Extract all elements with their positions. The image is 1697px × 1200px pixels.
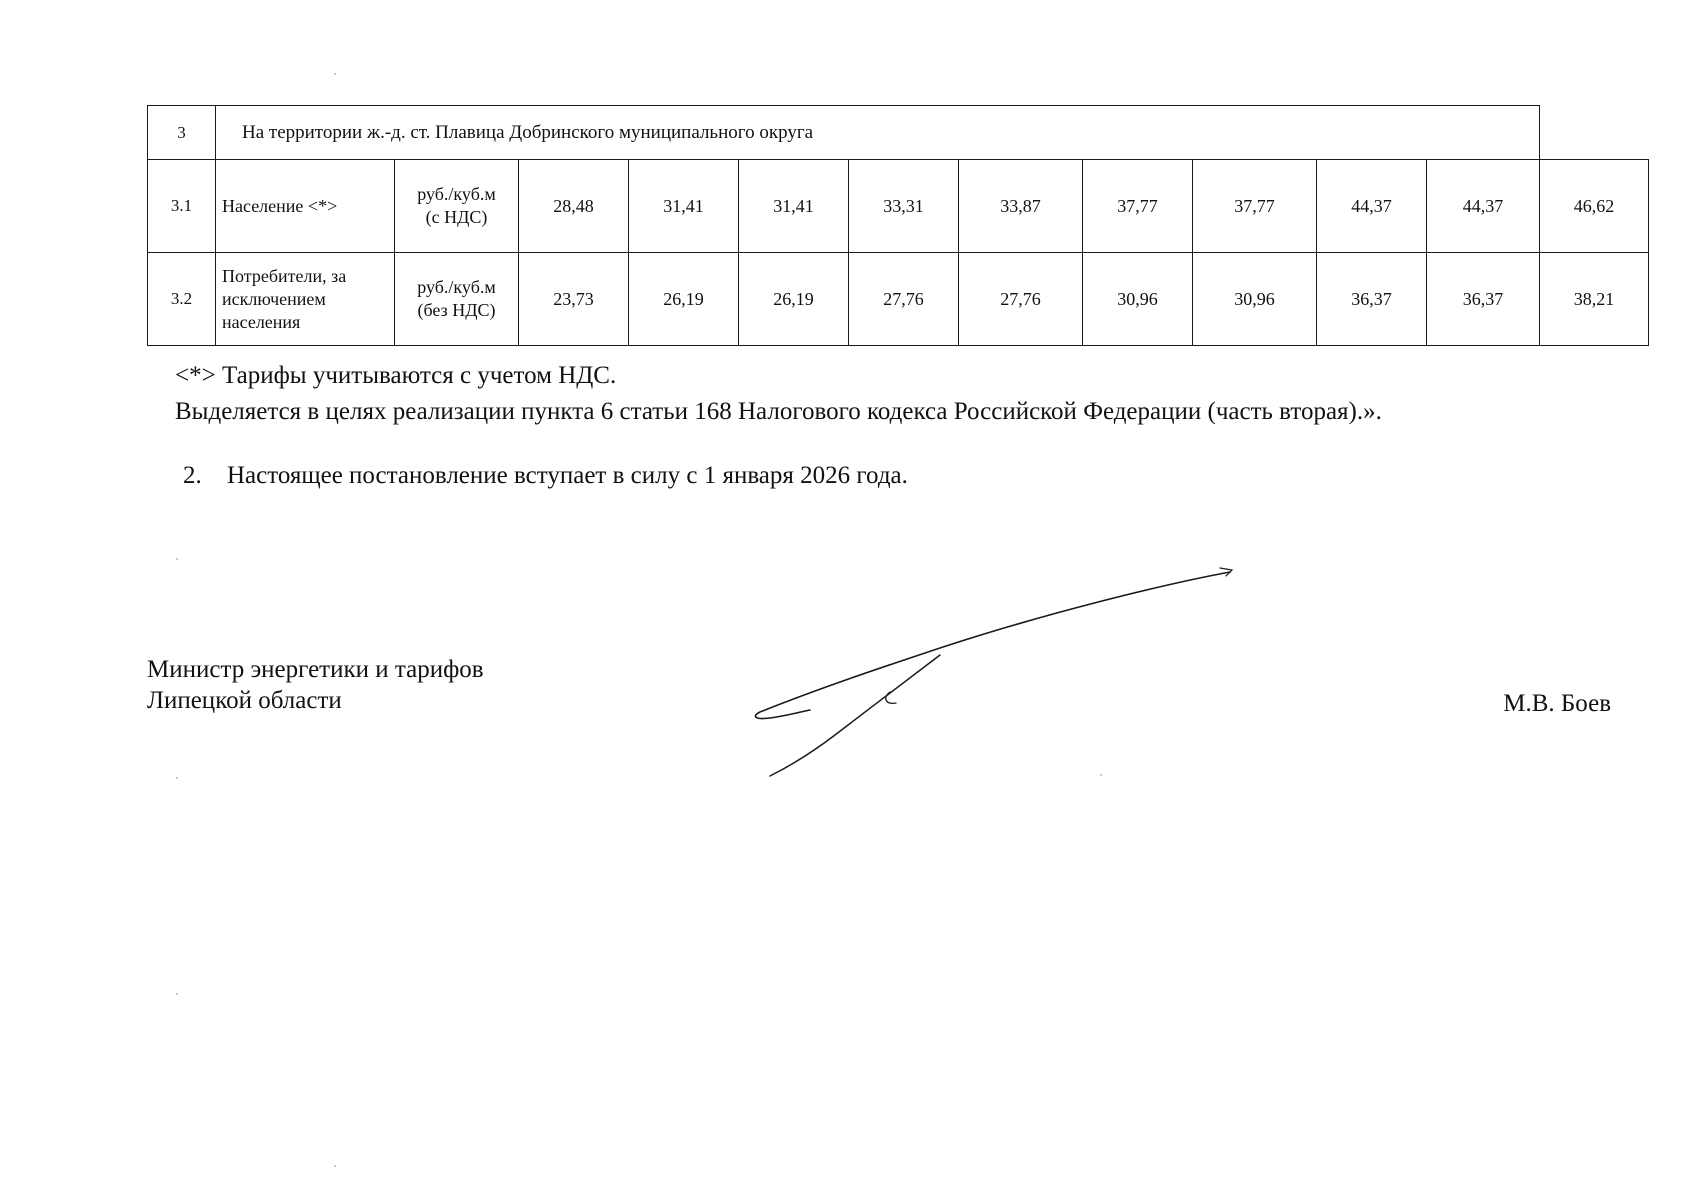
tariff-value: 26,19 — [629, 253, 739, 346]
handwritten-signature — [740, 560, 1240, 780]
tariff-value: 27,76 — [959, 253, 1083, 346]
tariff-value: 27,76 — [849, 253, 959, 346]
tariff-value: 28,48 — [519, 160, 629, 253]
name-line: Потребители, за — [222, 265, 347, 286]
signer-position — [147, 654, 484, 716]
signer-name: М.В. Боев — [1503, 690, 1611, 717]
tariff-value: 26,19 — [739, 253, 849, 346]
row-consumer-name: Население <*> — [216, 160, 395, 253]
scan-speck — [176, 777, 178, 779]
tariff-value: 37,77 — [1083, 160, 1193, 253]
tariff-value: 30,96 — [1193, 253, 1317, 346]
unit-line: руб./куб.м — [417, 277, 496, 297]
scan-speck — [1100, 774, 1102, 776]
position-line: Липецкой области — [147, 687, 342, 714]
tariff-value: 37,77 — [1193, 160, 1317, 253]
tariff-value: 33,31 — [849, 160, 959, 253]
tariff-value: 31,41 — [739, 160, 849, 253]
row-number: 3.1 — [148, 160, 216, 253]
footnote: <*> Тарифы учитываются с учетом НДС. — [175, 362, 617, 389]
tariff-value: 30,96 — [1083, 253, 1193, 346]
tariff-value: 31,41 — [629, 160, 739, 253]
table-row — [148, 160, 1649, 253]
clause-2 — [183, 462, 908, 490]
name-line: исключением — [222, 288, 326, 309]
name-line: населения — [222, 311, 301, 332]
scan-speck — [334, 73, 336, 75]
row-unit — [395, 160, 519, 253]
tariff-value: 38,21 — [1540, 253, 1649, 346]
tariff-value: 46,62 — [1540, 160, 1649, 253]
scan-speck — [334, 1165, 336, 1167]
section-number: 3 — [148, 106, 216, 160]
clause-text: Настоящее постановление вступает в силу с 1 января 2026 года. — [227, 462, 908, 489]
row-number: 3.2 — [148, 253, 216, 346]
vat-note: Выделяется в целях реализации пункта 6 статьи 168 Налогового кодекса Российской Федерации (часть вторая).». — [175, 398, 1382, 425]
position-line: Министр энергетики и тарифов — [147, 656, 484, 683]
row-consumer-name — [216, 253, 395, 346]
table-section-row — [148, 106, 1649, 160]
unit-line: руб./куб.м — [417, 184, 496, 204]
unit-vat-line: (без НДС) — [417, 300, 496, 320]
tariff-value: 23,73 — [519, 253, 629, 346]
row-unit — [395, 253, 519, 346]
clause-number: 2. — [183, 462, 202, 489]
tariff-value: 36,37 — [1317, 253, 1427, 346]
section-title: На территории ж.-д. ст. Плавица Добринского муниципального округа — [216, 106, 1540, 160]
tariff-table — [147, 105, 1649, 346]
table-row — [148, 253, 1649, 346]
tariff-value: 33,87 — [959, 160, 1083, 253]
tariff-value: 36,37 — [1427, 253, 1540, 346]
scan-speck — [176, 993, 178, 995]
tariff-value: 44,37 — [1427, 160, 1540, 253]
unit-vat-line: (с НДС) — [425, 207, 488, 227]
tariff-value: 44,37 — [1317, 160, 1427, 253]
scan-speck — [176, 558, 178, 560]
